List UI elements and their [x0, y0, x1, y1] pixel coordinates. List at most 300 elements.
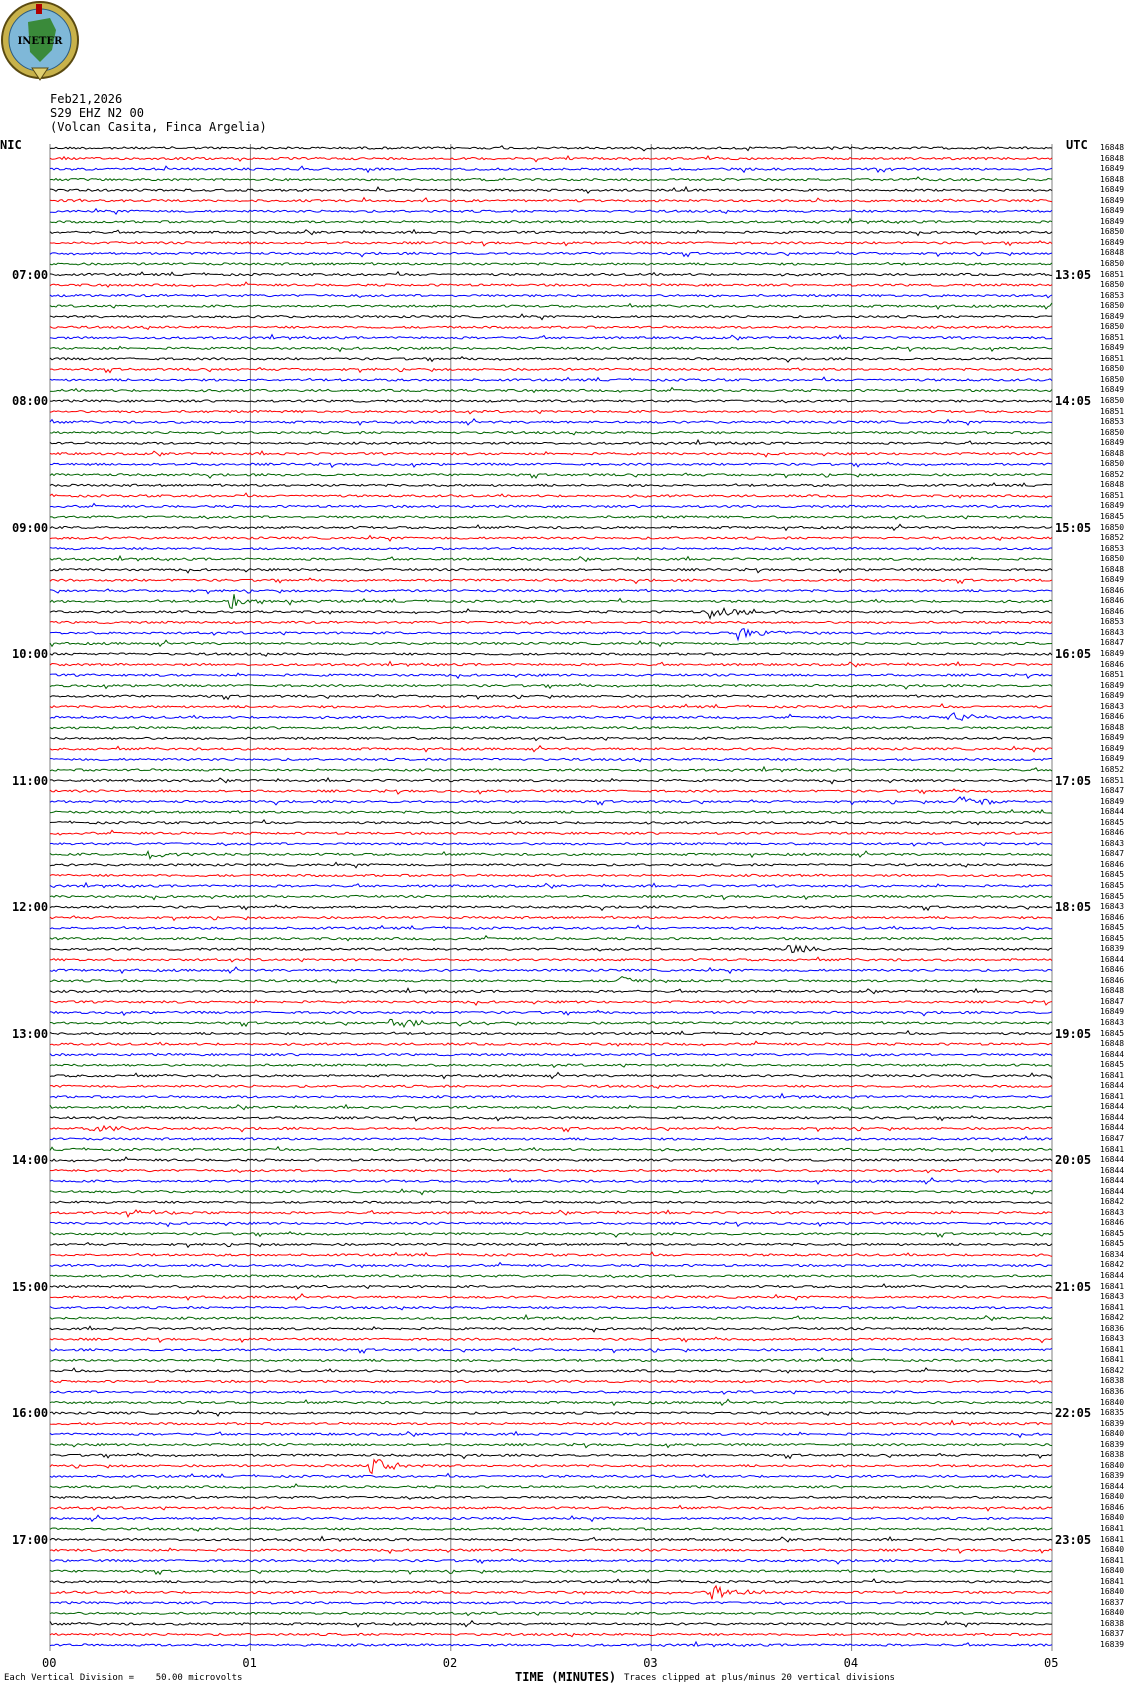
left-zone-label: NIC — [0, 138, 22, 152]
trace-row-94 — [50, 1137, 1052, 1141]
trace-row-95 — [50, 1147, 1052, 1152]
trace-row-38 — [50, 548, 1052, 550]
row-value-label: 16851 — [1100, 332, 1125, 342]
trace-row-24 — [50, 400, 1052, 403]
row-value-label: 16848 — [1100, 722, 1125, 732]
trace-row-54 — [50, 713, 1052, 721]
row-value-label: 16845 — [1100, 1028, 1125, 1038]
trace-row-83 — [50, 1019, 1052, 1027]
trace-row-118 — [50, 1391, 1052, 1394]
row-value-label: 16836 — [1100, 1386, 1125, 1396]
row-value-label: 16849 — [1100, 743, 1125, 753]
trace-row-74 — [50, 925, 1052, 929]
row-value-label: 16848 — [1100, 143, 1125, 152]
row-value-label: 16844 — [1100, 1123, 1125, 1133]
row-value-label: 16844 — [1100, 1165, 1125, 1175]
trace-row-89 — [50, 1085, 1052, 1088]
row-value-label: 16849 — [1100, 754, 1125, 764]
row-value-label: 16843 — [1100, 1018, 1125, 1027]
trace-row-46 — [50, 629, 1052, 640]
trace-row-105 — [50, 1252, 1052, 1256]
row-value-label: 16838 — [1100, 1450, 1125, 1460]
row-value-label: 16849 — [1100, 206, 1125, 216]
row-value-label: 16853 — [1100, 417, 1125, 427]
trace-row-112 — [50, 1326, 1052, 1332]
row-value-label: 16849 — [1100, 164, 1125, 174]
row-value-label: 16850 — [1100, 459, 1125, 469]
trace-row-8 — [50, 230, 1052, 236]
trace-row-61 — [50, 789, 1052, 794]
trace-row-31 — [50, 473, 1052, 478]
row-value-label: 16850 — [1100, 322, 1125, 332]
trace-row-134 — [50, 1559, 1052, 1564]
trace-row-128 — [50, 1496, 1052, 1499]
right-hour-label: 17:05 — [1055, 773, 1092, 788]
trace-row-52 — [50, 694, 1052, 699]
row-value-label: 16840 — [1100, 1429, 1125, 1439]
row-value-label: 16848 — [1100, 1039, 1125, 1049]
x-tick-label: 04 — [843, 1656, 859, 1670]
trace-row-73 — [50, 916, 1052, 921]
x-tick-label: 02 — [442, 1656, 458, 1670]
trace-row-124 — [50, 1453, 1052, 1458]
row-value-label: 16841 — [1100, 1281, 1125, 1291]
trace-row-91 — [50, 1105, 1052, 1111]
row-value-label: 16841 — [1100, 1302, 1125, 1312]
row-value-label: 16850 — [1100, 258, 1125, 268]
trace-row-72 — [50, 905, 1052, 910]
trace-row-136 — [50, 1579, 1052, 1583]
trace-row-87 — [50, 1064, 1052, 1067]
trace-row-127 — [50, 1484, 1052, 1489]
row-value-label: 16839 — [1100, 1471, 1125, 1481]
right-hour-label: 22:05 — [1055, 1406, 1092, 1421]
right-hour-label: 20:05 — [1055, 1153, 1092, 1168]
row-value-label: 16851 — [1100, 775, 1125, 785]
trace-row-68 — [50, 862, 1052, 867]
row-value-label: 16852 — [1100, 764, 1125, 774]
row-value-label: 16849 — [1100, 501, 1125, 511]
row-value-label: 16843 — [1100, 627, 1125, 637]
row-value-label: 16839 — [1100, 944, 1125, 954]
trace-row-57 — [50, 746, 1052, 752]
x-axis-title: TIME (MINUTES) — [515, 1670, 617, 1684]
row-value-label: 16839 — [1100, 1640, 1125, 1649]
trace-row-3 — [50, 177, 1052, 181]
row-value-label: 16837 — [1100, 1597, 1125, 1607]
row-value-label: 16836 — [1100, 1323, 1125, 1333]
x-tick-label: 05 — [1044, 1656, 1059, 1670]
row-value-label: 16846 — [1100, 1502, 1125, 1512]
trace-row-26 — [50, 419, 1052, 425]
trace-row-39 — [50, 556, 1052, 561]
scale-text: Each Vertical Division = 50.00 microvolts — [4, 1673, 243, 1683]
right-zone-label: UTC — [1066, 138, 1088, 152]
row-value-label: 16851 — [1100, 269, 1125, 279]
trace-row-10 — [50, 252, 1052, 257]
row-value-label: 16842 — [1100, 1260, 1125, 1270]
right-hour-label: 15:05 — [1055, 520, 1092, 535]
trace-row-137 — [50, 1586, 1052, 1600]
row-value-label: 16844 — [1100, 1112, 1125, 1122]
row-value-label: 16845 — [1100, 511, 1125, 521]
trace-row-120 — [50, 1411, 1052, 1416]
trace-row-116 — [50, 1368, 1052, 1373]
row-value-label: 16844 — [1100, 1049, 1125, 1059]
right-hour-label: 21:05 — [1055, 1279, 1092, 1294]
trace-row-141 — [50, 1633, 1052, 1636]
row-value-label: 16848 — [1100, 480, 1125, 490]
trace-row-107 — [50, 1275, 1052, 1278]
row-value-label: 16841 — [1100, 1524, 1125, 1534]
trace-row-5 — [50, 198, 1052, 202]
trace-row-135 — [50, 1569, 1052, 1574]
trace-row-109 — [50, 1294, 1052, 1300]
trace-row-49 — [50, 661, 1052, 666]
row-value-label: 16843 — [1100, 701, 1125, 711]
row-value-label: 16850 — [1100, 374, 1125, 384]
row-value-label: 16849 — [1100, 649, 1125, 659]
row-value-label: 16841 — [1100, 1355, 1125, 1365]
right-hour-label: 14:05 — [1055, 394, 1092, 408]
row-value-label: 16853 — [1100, 543, 1125, 553]
row-value-label: 16847 — [1100, 996, 1125, 1006]
row-value-label: 16850 — [1100, 227, 1125, 237]
row-value-label: 16845 — [1100, 1239, 1125, 1249]
row-value-label: 16840 — [1100, 1513, 1125, 1523]
trace-row-75 — [50, 936, 1052, 941]
trace-row-90 — [50, 1094, 1052, 1099]
trace-row-121 — [50, 1421, 1052, 1426]
row-value-label: 16845 — [1100, 891, 1125, 901]
trace-row-108 — [50, 1284, 1052, 1289]
trace-row-30 — [50, 462, 1052, 467]
trace-row-37 — [50, 536, 1052, 541]
row-value-label: 16844 — [1100, 1271, 1125, 1281]
trace-row-35 — [50, 516, 1052, 519]
row-value-label: 16853 — [1100, 290, 1125, 300]
left-hour-label: 09:00 — [12, 520, 49, 535]
row-value-label: 16835 — [1100, 1408, 1125, 1418]
row-value-label: 16840 — [1100, 1545, 1125, 1555]
row-value-label: 16849 — [1100, 185, 1125, 195]
right-hour-label: 23:05 — [1055, 1532, 1092, 1547]
row-value-label: 16849 — [1100, 311, 1125, 321]
row-value-label: 16849 — [1100, 385, 1125, 395]
trace-row-93 — [50, 1126, 1052, 1132]
row-value-label: 16846 — [1100, 912, 1125, 922]
trace-row-36 — [50, 524, 1052, 530]
right-hour-label: 13:05 — [1055, 267, 1092, 282]
row-value-label: 16841 — [1100, 1555, 1125, 1565]
trace-row-40 — [50, 568, 1052, 572]
row-value-label: 16852 — [1100, 469, 1125, 479]
trace-row-16 — [50, 314, 1052, 319]
trace-row-41 — [50, 578, 1052, 583]
row-value-label: 16846 — [1100, 606, 1125, 616]
trace-row-71 — [50, 895, 1052, 899]
right-hour-label: 18:05 — [1055, 900, 1092, 915]
row-value-label: 16840 — [1100, 1460, 1125, 1470]
trace-row-117 — [50, 1380, 1052, 1383]
trace-row-133 — [50, 1548, 1052, 1553]
trace-row-34 — [50, 504, 1052, 508]
row-value-label: 16843 — [1100, 1334, 1125, 1344]
trace-row-0 — [50, 146, 1052, 151]
row-value-label: 16849 — [1100, 796, 1125, 806]
row-value-label: 16848 — [1100, 448, 1125, 458]
row-value-label: 16844 — [1100, 1481, 1125, 1491]
row-value-label: 16834 — [1100, 1249, 1125, 1259]
row-value-label: 16841 — [1100, 1144, 1125, 1154]
row-value-label: 16846 — [1100, 965, 1125, 975]
trace-row-82 — [50, 1010, 1052, 1015]
trace-row-20 — [50, 357, 1052, 362]
row-value-label: 16843 — [1100, 902, 1125, 912]
row-value-label: 16843 — [1100, 838, 1125, 848]
trace-row-9 — [50, 241, 1052, 246]
row-value-label: 16850 — [1100, 364, 1125, 374]
trace-row-130 — [50, 1515, 1052, 1521]
trace-row-111 — [50, 1315, 1052, 1320]
trace-row-140 — [50, 1621, 1052, 1627]
left-hour-label: 10:00 — [12, 647, 49, 662]
trace-row-17 — [50, 326, 1052, 329]
left-hour-label: 15:00 — [12, 1279, 49, 1294]
row-value-label: 16838 — [1100, 1618, 1125, 1628]
row-value-label: 16847 — [1100, 638, 1125, 648]
trace-row-28 — [50, 440, 1052, 445]
row-value-label: 16841 — [1100, 1091, 1125, 1101]
trace-row-102 — [50, 1222, 1052, 1226]
trace-row-53 — [50, 704, 1052, 708]
trace-row-84 — [50, 1031, 1052, 1035]
row-value-label: 16844 — [1100, 1081, 1125, 1091]
logo-text: INETER — [17, 36, 63, 47]
row-value-label: 16842 — [1100, 1313, 1125, 1323]
row-value-label: 16849 — [1100, 575, 1125, 585]
row-value-label: 16844 — [1100, 807, 1125, 817]
row-value-label: 16843 — [1100, 1292, 1125, 1302]
row-value-label: 16840 — [1100, 1566, 1125, 1576]
trace-row-139 — [50, 1612, 1052, 1615]
trace-row-132 — [50, 1536, 1052, 1541]
trace-row-55 — [50, 727, 1052, 730]
trace-row-7 — [50, 219, 1052, 224]
row-value-label: 16840 — [1100, 1608, 1125, 1618]
row-value-label: 16845 — [1100, 923, 1125, 933]
row-value-label: 16839 — [1100, 1418, 1125, 1428]
left-hour-label: 08:00 — [12, 394, 49, 408]
trace-row-138 — [50, 1602, 1052, 1605]
left-hour-label: 12:00 — [12, 900, 49, 915]
row-value-label: 16845 — [1100, 933, 1125, 943]
trace-row-63 — [50, 810, 1052, 814]
x-tick-label: 03 — [643, 1656, 658, 1670]
trace-row-86 — [50, 1054, 1052, 1057]
row-value-label: 16840 — [1100, 1587, 1125, 1597]
row-value-label: 16838 — [1100, 1376, 1125, 1386]
right-hour-label: 19:05 — [1055, 1026, 1092, 1041]
trace-row-33 — [50, 493, 1052, 498]
trace-row-125 — [50, 1460, 1052, 1474]
trace-row-65 — [50, 830, 1052, 835]
row-value-label: 16845 — [1100, 870, 1125, 880]
trace-row-100 — [50, 1201, 1052, 1203]
row-value-label: 16844 — [1100, 1176, 1125, 1186]
trace-row-110 — [50, 1307, 1052, 1310]
trace-row-123 — [50, 1443, 1052, 1447]
trace-row-4 — [50, 187, 1052, 193]
right-hour-label: 16:05 — [1055, 647, 1092, 662]
row-value-label: 16849 — [1100, 195, 1125, 205]
row-value-label: 16850 — [1100, 427, 1125, 437]
row-value-label: 16842 — [1100, 1197, 1125, 1207]
trace-row-104 — [50, 1243, 1052, 1248]
trace-row-29 — [50, 451, 1052, 457]
row-value-label: 16845 — [1100, 1060, 1125, 1070]
trace-row-114 — [50, 1348, 1052, 1353]
trace-row-19 — [50, 346, 1052, 351]
row-value-label: 16842 — [1100, 1365, 1125, 1375]
trace-row-48 — [50, 653, 1052, 656]
trace-row-25 — [50, 410, 1052, 413]
trace-row-42 — [50, 589, 1052, 594]
trace-row-50 — [50, 673, 1052, 678]
trace-row-113 — [50, 1337, 1052, 1342]
trace-row-67 — [50, 851, 1052, 859]
trace-row-44 — [50, 608, 1052, 618]
trace-row-64 — [50, 820, 1052, 825]
trace-row-103 — [50, 1232, 1052, 1237]
row-value-label: 16846 — [1100, 659, 1125, 669]
trace-row-1 — [50, 156, 1052, 162]
trace-row-88 — [50, 1072, 1052, 1078]
trace-row-51 — [50, 684, 1052, 689]
left-hour-label: 13:00 — [12, 1026, 49, 1041]
trace-row-22 — [50, 377, 1052, 381]
row-value-label: 16851 — [1100, 670, 1125, 680]
row-value-label: 16847 — [1100, 786, 1125, 796]
row-value-label: 16849 — [1100, 733, 1125, 743]
trace-row-106 — [50, 1263, 1052, 1268]
trace-row-45 — [50, 621, 1052, 624]
row-value-label: 16849 — [1100, 343, 1125, 353]
header-date: Feb21,2026 — [50, 92, 123, 106]
trace-row-14 — [50, 295, 1052, 298]
trace-row-92 — [50, 1116, 1052, 1121]
row-value-label: 16853 — [1100, 617, 1125, 627]
trace-row-76 — [50, 946, 1052, 953]
header-station: S29 EHZ N2 00 — [50, 106, 144, 120]
trace-row-23 — [50, 388, 1052, 393]
row-value-label: 16849 — [1100, 237, 1125, 247]
row-value-label: 16846 — [1100, 1218, 1125, 1228]
scale-note — [4, 1673, 242, 1683]
row-value-label: 16850 — [1100, 554, 1125, 564]
trace-row-99 — [50, 1189, 1052, 1194]
trace-row-66 — [50, 843, 1052, 846]
header-location: (Volcan Casita, Finca Argelia) — [50, 120, 267, 134]
trace-row-126 — [50, 1474, 1052, 1478]
row-value-label: 16849 — [1100, 680, 1125, 690]
row-value-label: 16848 — [1100, 174, 1125, 184]
trace-row-43 — [50, 594, 1052, 608]
trace-row-78 — [50, 967, 1052, 973]
trace-row-101 — [50, 1210, 1052, 1217]
row-value-label: 16848 — [1100, 986, 1125, 996]
trace-row-47 — [50, 640, 1052, 646]
row-value-label: 16846 — [1100, 975, 1125, 985]
trace-row-97 — [50, 1170, 1052, 1173]
x-tick-label: 01 — [242, 1656, 257, 1670]
trace-row-98 — [50, 1178, 1052, 1184]
row-value-label: 16846 — [1100, 596, 1125, 606]
row-value-label: 16844 — [1100, 1102, 1125, 1112]
row-value-label: 16846 — [1100, 585, 1125, 595]
row-value-label: 16841 — [1100, 1344, 1125, 1354]
row-value-label: 16846 — [1100, 828, 1125, 838]
x-tick-label: 00 — [42, 1656, 57, 1670]
row-value-label: 16851 — [1100, 353, 1125, 363]
row-value-label: 16852 — [1100, 533, 1125, 543]
row-value-label: 16850 — [1100, 396, 1125, 405]
trace-row-129 — [50, 1505, 1052, 1510]
row-value-label: 16846 — [1100, 859, 1125, 869]
row-value-label: 16849 — [1100, 438, 1125, 448]
trace-row-56 — [50, 737, 1052, 740]
trace-row-115 — [50, 1358, 1052, 1362]
row-value-label: 16848 — [1100, 564, 1125, 574]
trace-row-69 — [50, 874, 1052, 876]
row-value-label: 16848 — [1100, 248, 1125, 258]
trace-row-2 — [50, 166, 1052, 172]
row-value-label: 16850 — [1100, 301, 1125, 311]
trace-row-131 — [50, 1528, 1052, 1531]
clip-note: Traces clipped at plus/minus 20 vertical divisions — [624, 1673, 895, 1683]
trace-row-6 — [50, 209, 1052, 214]
row-value-label: 16841 — [1100, 1576, 1125, 1586]
row-value-label: 16844 — [1100, 1155, 1125, 1165]
row-value-label: 16841 — [1100, 1534, 1125, 1544]
left-hour-label: 11:00 — [12, 773, 49, 788]
row-value-label: 16847 — [1100, 1133, 1125, 1143]
trace-row-59 — [50, 767, 1052, 772]
trace-row-77 — [50, 957, 1052, 962]
row-value-label: 16850 — [1100, 522, 1125, 532]
trace-row-18 — [50, 335, 1052, 340]
row-value-label: 16840 — [1100, 1492, 1125, 1502]
row-value-label: 16839 — [1100, 1439, 1125, 1449]
row-value-label: 16850 — [1100, 280, 1125, 290]
trace-row-12 — [50, 272, 1052, 276]
row-value-label: 16843 — [1100, 1207, 1125, 1217]
trace-row-142 — [50, 1642, 1052, 1647]
trace-row-60 — [50, 778, 1052, 784]
trace-row-11 — [50, 262, 1052, 265]
trace-row-119 — [50, 1399, 1052, 1405]
trace-row-27 — [50, 432, 1052, 435]
row-value-label: 16840 — [1100, 1397, 1125, 1407]
row-value-label: 16845 — [1100, 1228, 1125, 1238]
trace-row-58 — [50, 758, 1052, 761]
trace-row-21 — [50, 368, 1052, 373]
trace-row-32 — [50, 483, 1052, 487]
trace-row-62 — [50, 797, 1052, 805]
row-value-label: 16849 — [1100, 216, 1125, 226]
row-value-label: 16837 — [1100, 1629, 1125, 1639]
row-value-label: 16841 — [1100, 1070, 1125, 1080]
